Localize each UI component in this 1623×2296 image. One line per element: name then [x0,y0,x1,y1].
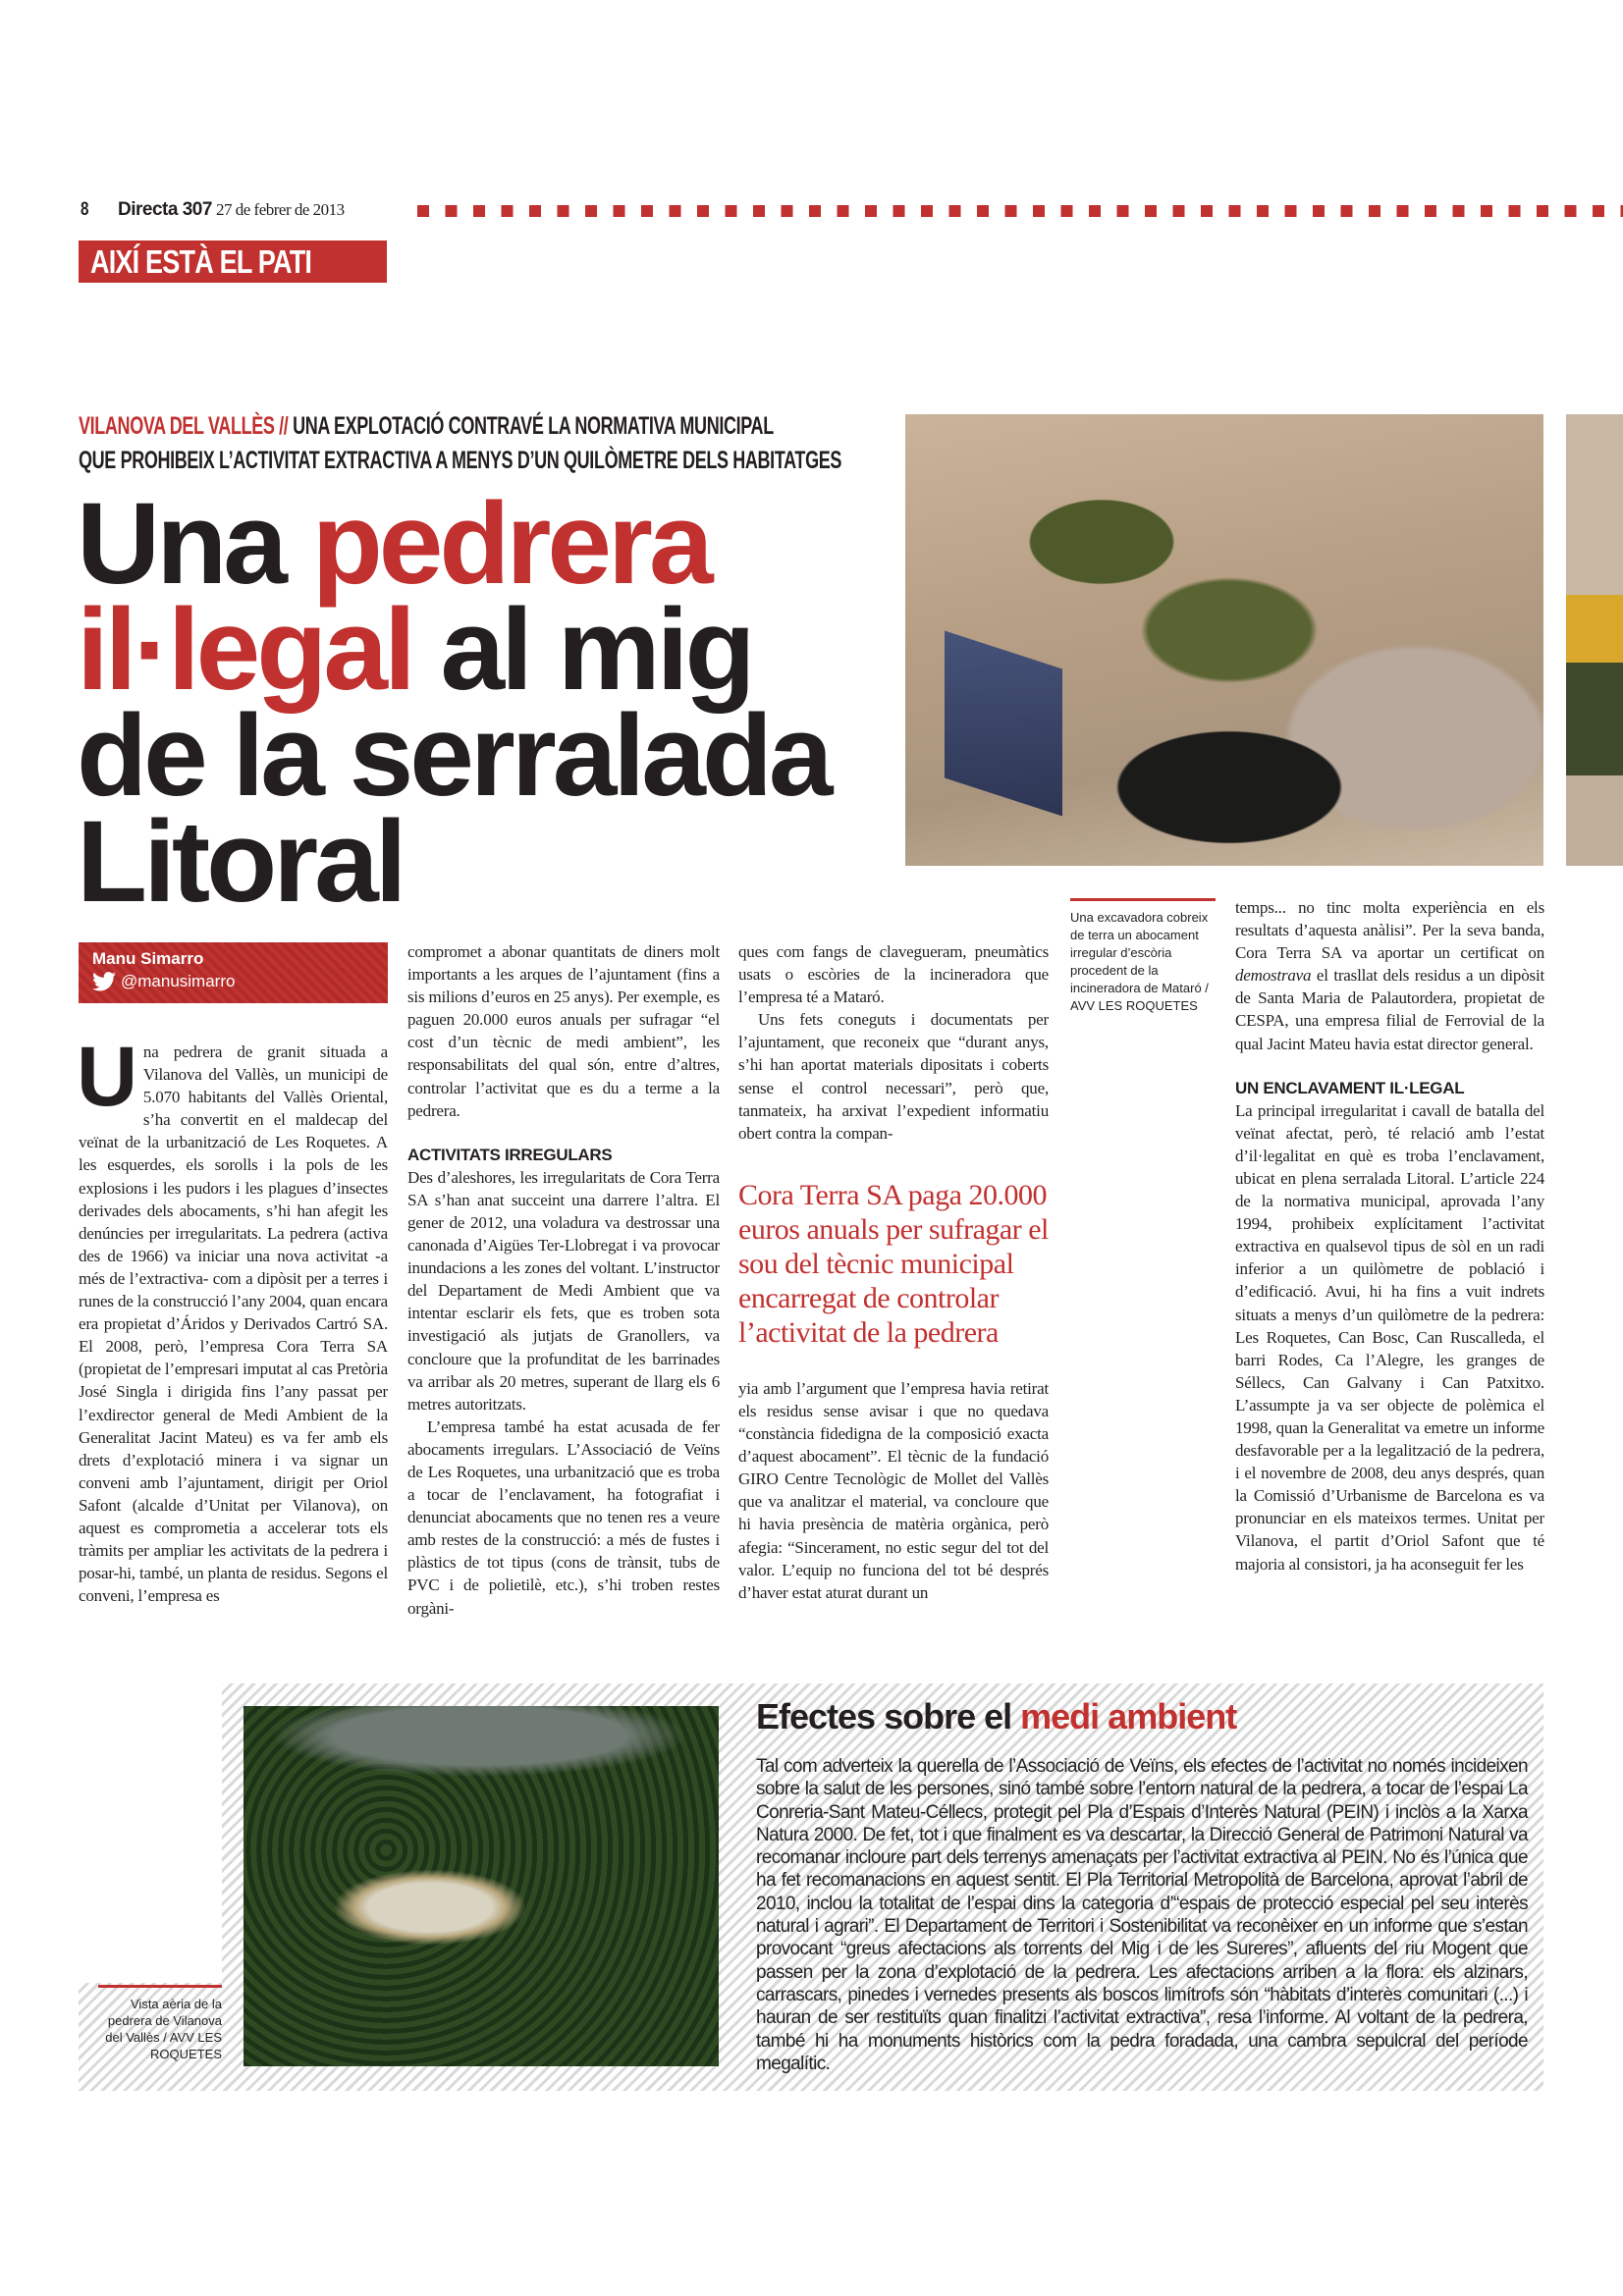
truck-shape [945,631,1062,817]
paragraph: compromet a abonar quantitats de diners molt importants a les arques de l’ajuntament (fins a sis milions d’euros en 25 anys). Per exemple, es paguen 20.000 euros anuals per sufragar “el cost d’un tècnic de medi ambient”, les responsabilitats del qual són, entre d’altres, controlar l’activitat que es du a terme a la pedrera. [407,942,720,1120]
paragraph: na pedrera de granit situada a Vilanova del Vallès, un municipi de 5.070 habitants del Vallès Oriental, s’ha convertit en el maldecap del veïnat de la urbanització de Les Roquetes. A les esquerdes, els sorolls i la pols de les explosions i les pudors i les plagues d’insectes derivades dels abocaments, s’hi han afegit les denúncies per irregularitats. La pedrera (activa des de 1966) va iniciar una nova activitat -a més de l’extractiva- com a dipòsit per a terres i runes de la construcció l’any 2004, quan encara era propietat d’Áridos y Derivados Cartró SA. El 2008, però, l’empresa Cora Terra SA (propietat de l’empresari imputat al cas Pretòria José Singla i dirigida fins l’any passat per l’exdirector general de Medi Ambient de la Generalitat Jacint Mateu) es va fer amb els drets d’explotació minera i va signar un conveni amb l’ajuntament, dirigit per Oriol Safont (alcalde d’Unitat per Vilanova), on aquest es comprometia a accelerar tots els tràmits per ampliar les activitats de la pedrera i posar-hi, també, un planta de residus. Segons el conveni, l’empresa es [79,1042,388,1606]
headline-part: Litoral [77,797,404,927]
article-column-1 [77,1030,388,1607]
text: temps... no tinc molta experiència en els resultats d’aquesta anàlisi”. Per la seva banda, Cora Terra SA va aportar un certificat on [1235,898,1544,963]
subheading: ACTIVITATS IRREGULARS [407,1145,613,1164]
paragraph [1235,896,1544,1055]
article-column-3 [738,940,1049,1604]
paragraph: La principal irregularitat i cavall de batalla del veïnat afectat, però, té relació amb l’estat d’il·legalitat en què es troba l’enclavament, ubicat en plena serralada Litoral. L’article 224 de la normativa municipal, aprovada l’any 1994, prohibeix explícitament l’activitat extractiva en qualsevol tipus de sòl en un radi inferior a un quilòmetre de població i d’edificació. Avui, hi ha fins a vuit indrets situats a menys d’un quilòmetre de la pedrera: Les Roquetes, Can Bosc, Can Ruscalleda, el barri Rodes, Ca l’Alegre, les granges de Séllecs, Can Galvany i Can Patxitxo. L’assumpte ja va ser objecte de polèmica el 1998, quan la Generalitat va emetre un informe desfavorable per a la legalització de la pedrera, i el novembre de 2008, deu anys després, quan la Comissió d’Urbanisme de Barcelona es va pronunciar en els mateixos termes. Unitat per Vilanova, el partit d’Oriol Safont que té majoria al consistori, ja ha aconseguit fer les [1235,1100,1544,1574]
paragraph: Uns fets coneguts i documentats per l’ajuntament, que reconeix que “durant anys, s’hi han aportat materials dipositats i coberts sense el control necessari”, però que, tanmateix, ha arxivat l’expedient informatiu obert contra la compan- [738,1010,1049,1143]
author-name: Manu Simarro [92,949,204,968]
section-label [79,240,387,283]
kicker-text-2: QUE PROHIBEIX L’ACTIVITAT EXTRACTIVA A MENYS D’UN QUILÒMETRE DELS HABITATGES [79,447,842,474]
box-corner [79,1683,222,1983]
caption-rule [98,1985,222,1988]
box-body: Tal com adverteix la querella de l’Associació de Veïns, els efectes de l’activitat no només incideixen sobre la salut de les persones, sinó també sobre l’entorn natural de la pedrera, a tocar de l’espai La Conreria-Sant Mateu-Céllecs, protegit pel Pla d’Espais d’Interès Natural (PEIN) i inclòs a la Xarxa Natura 2000. De fet, tot i que finalment es va descartar, la Direcció General de Patrimoni Natural va recomanar incloure part dels terrenys amenaçats per l’activitat extractiva al PEIN. No és l’única que ha fet recomanacions en aquest sentit. El Pla Territorial Metropolità de Barcelona, aprovat l’abril de 2010, inclou la totalitat de l’espai dins la categoria d’“espais de protecció especial pel seu interès natural i agrari”. El Departament de Territori i Sostenibilitat va reconèixer en un informe que s’estan provocant “greus afectacions als torrents del Mig i de les Sureres”, afluents del riu Mogent que passen per la zona d’explotació de la pedrera. Les afectacions arriben a la flora: els alzinars, carrascars, pinedes i vernedes presents als boscos limítrofs són “hàbitats d’interès comunitari (...) i hauran de ser restituïts quan finalitzi l’activitat extractiva”, resa l’informe. Al voltant de la pedrera, també hi ha monuments històrics com la pedra foradada, una cambra sepulcral del període megalític. [756,1756,1528,2074]
aerial-photo [243,1706,719,2066]
twitter-handle-text: @manusimarro [121,972,236,990]
issue-date: 27 de febrer de 2013 [216,200,345,219]
box-title-red: medi ambient [1020,1696,1237,1736]
second-photo-edge [1566,414,1623,866]
masthead: Directa 307 [118,199,212,220]
text: el trasllat dels residus a un dipòsit de Santa Maria de Palautordera, propietat de CESPA, una empresa filial de Ferrovial de la qual Jacint Mateu havia estat director general. [1235,966,1544,1053]
pull-quote: Cora Terra SA paga 20.000 euros anuals per sufragar el sou del tècnic municipal encarregat de controlar l’activitat de la pedrera [738,1178,1049,1349]
kicker-text-1: UNA EXPLOTACIÓ CONTRAVÉ LA NORMATIVA MUNICIPAL [293,412,774,440]
kicker-place: VILANOVA DEL VALLÈS // [79,412,289,440]
dashed-rule [417,205,1623,217]
box-title-black: Efectes sobre el [756,1696,1021,1736]
caption-rule [1070,898,1216,901]
headline-part-red: pedrera [311,479,710,609]
aerial-caption-text: Vista aèria de la pedrera de Vilanova del Vallès / AVV LES ROQUETES [105,1997,222,2061]
article-column-4 [1235,896,1544,1575]
aerial-caption [88,1985,222,2062]
section-label-text: AIXÍ ESTÀ EL PATI [90,243,312,280]
kicker-line-1 [79,412,774,441]
headline-part: al mig [411,585,752,715]
excavator-photo [905,414,1543,866]
drop-cap: U [77,1030,137,1124]
paragraph: L’empresa també ha estat acusada de fer abocaments irregulars. L’Associació de Veïns de Les Roquetes, una urbanització que es troba a tocar de l’enclavament, ha fotografiat i denunciat abocaments que no tenen res a veure amb restes de la construcció: a més de fustes i plàstics de tot tipus (cons de trànsit, tubs de PVC i de polietilè, etc.), s’hi troben restes orgàni- [407,1416,720,1618]
paragraph: Des d’aleshores, les irregularitats de Cora Terra SA s’han anat succeint una darrere l’altra. El gener de 2012, una voladura va destrossar una canonada d’Aigües Ter-Llobregat i va provocar inundacions a les zones del voltant. L’instructor del Departament de Medi Ambient que va intentar esclarir els fets, que es troben sota investigació als jutjats de Granollers, va concloure que la profunditat de les barrinades va arribar als 20 metres, superant de llarg els 6 metres autoritzats. [407,1167,720,1414]
page-number: 8 [81,199,89,220]
headline-part: de la serralada [77,691,830,821]
headline [77,479,941,927]
paragraph: yia amb l’argument que l’empresa havia retirat els residus sense avisar i que no quedava “constància fidedigna de la composició exacta d’aquest abocament”. El tècnic de la fundació GIRO Centre Tecnològic de Mollet del Vallès que va analitzar el material, va concloure que hi havia presència de matèria orgànica, però afegia: “Sincerament, no estic segur del tot del valor. L’equip no funciona del tot bé després d’haver estat aturat durant un [738,1378,1049,1602]
subheading: UN ENCLAVAMENT IL·LEGAL [1235,1078,1465,1097]
article-column-2 [407,940,720,1620]
paragraph: ques com fangs de clavegueram, pneumàtics usats o escòries de la incineradora que l’empresa té a Mataró. [738,942,1049,1007]
emphasis: demostrava [1235,966,1312,986]
headline-part: Una [77,479,312,609]
photo-caption-text: Una excavadora cobreix de terra un abocament irregular d’escòria procedent de la incineradora de Mataró / AVV LES ROQUETES [1070,910,1209,1013]
headline-part-red: il·legal [77,585,412,715]
photo-caption [1070,898,1216,1015]
twitter-handle[interactable] [92,972,374,991]
twitter-bird-icon [92,972,116,991]
box-title [756,1696,1236,1737]
byline [79,942,388,1003]
